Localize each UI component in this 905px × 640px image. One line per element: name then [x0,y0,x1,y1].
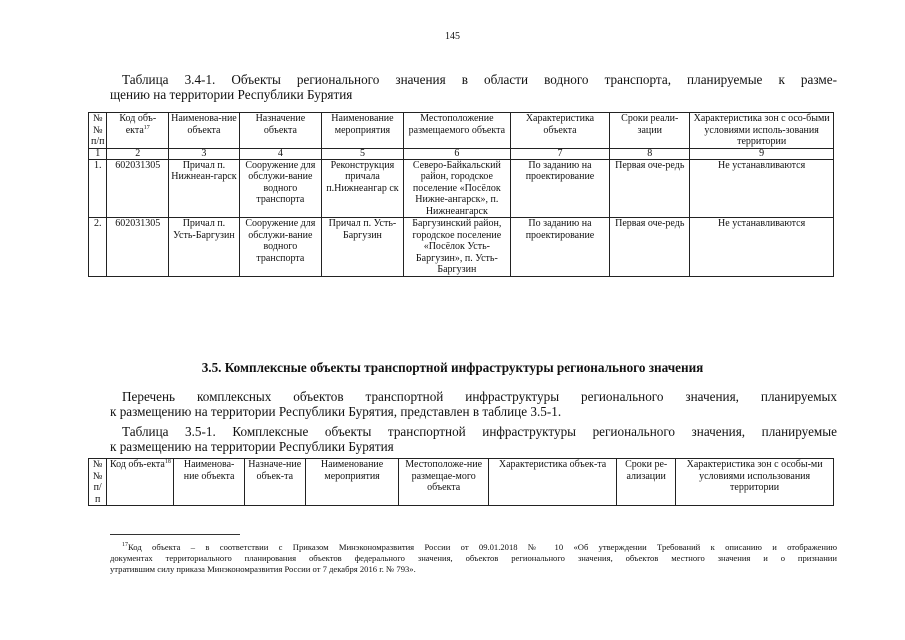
table-3-4-1-caption [110,72,837,102]
paragraph-line: Перечень комплексных объектов транспортной инфраструктуры регионального значения, планируемых [122,389,837,404]
special-zones: Не устанавливаются [690,159,834,218]
header-cell: Назначение объекта [239,113,321,149]
footnote-text: Код объекта – в соответствии с Приказом Минэкономразвития России от 09.01.2018 № 10 «Об утверждении Требований к описанию и отображению [128,542,837,552]
caption-line: Таблица 3.5-1. Комплексные объекты транспортной инфраструктуры регионального значения, планируемые [122,424,837,439]
footnote-marker: 17 [122,542,128,548]
header-row [89,113,834,149]
header-cell [107,459,174,506]
footnote-ref: 18 [164,459,171,465]
header-cell: Наименование мероприятия [305,459,399,506]
special-zones: Не устанавливаются [690,218,834,277]
caption-line: к размещению на территории Республики Бурятия [110,439,394,454]
footnote-line: утратившим силу приказа Минэкономразвития России от 7 декабря 2016 г. № 793». [110,564,416,574]
table-3-5-1-caption [110,424,837,454]
column-number: 6 [403,148,510,159]
header-cell: Наименова-ние объекта [174,459,244,506]
footnote [110,542,837,575]
column-number: 8 [610,148,690,159]
body-paragraph [110,389,837,419]
object-location: Северо-Байкальский район, городское поселение «Посёлок Нижне-ангарск», п. Нижнеангарск [403,159,510,218]
implementation-term: Первая оче-редь [610,159,690,218]
table-row [89,159,834,218]
caption-line: щению на территории Республики Бурятия [110,87,353,102]
header-cell: Наименова-ние объекта [169,113,240,149]
footnote-line [110,542,837,553]
header-cell: № № п/п [89,113,107,149]
section-heading: 3.5. Комплексные объекты транспортной инфраструктуры регионального значения [201,360,704,375]
column-number: 4 [239,148,321,159]
object-location: Баргузинский район, городское поселение «Посёлок Усть-Баргузин», п. Усть-Баргузин [403,218,510,277]
header-cell: Сроки реали-зации [610,113,690,149]
header-cell [107,113,169,149]
column-number: 2 [107,148,169,159]
column-number-row [89,148,834,159]
header-code-label: Код объ-екта [119,113,157,136]
row-number: 2. [89,218,107,277]
header-cell: Характеристика объекта [510,113,610,149]
column-number: 1 [89,148,107,159]
page-number: 145 [445,31,460,42]
header-cell: Характеристика зон с осо-быми условиями исполь-зования территории [690,113,834,149]
footnote-divider [110,534,240,535]
header-cell: № № п/п [89,459,107,506]
header-cell: Наименование мероприятия [321,113,403,149]
object-characteristic: По заданию на проектирование [510,159,610,218]
object-name: Причал п. Нижнеан-гарск [169,159,240,218]
object-purpose: Сооружение для обслужи-вание водного транспорта [239,159,321,218]
object-code: 602031305 [107,218,169,277]
column-number: 3 [169,148,240,159]
column-number: 7 [510,148,610,159]
header-row [89,459,834,506]
header-cell: Характеристика зон с особы-ми условиями использования территории [676,459,834,506]
object-code: 602031305 [107,159,169,218]
table-3-4-1 [88,112,834,277]
column-number: 9 [690,148,834,159]
header-cell: Характеристика объек-та [488,459,616,506]
measure-name: Причал п. Усть-Баргузин [321,218,403,277]
header-code-label: Код объ-екта [109,459,165,470]
object-name: Причал п. Усть-Баргузин [169,218,240,277]
footnote-line: документах территориального планирования объектов федерального значения, объектов регионального значения, объектов местного значения и о признании [110,553,837,563]
header-cell: Сроки ре-ализации [617,459,676,506]
header-cell: Местоположе-ние размещае-мого объекта [399,459,489,506]
caption-line: Таблица 3.4-1. Объекты регионального значения в области водного транспорта, планируемые к разме- [122,72,837,87]
object-characteristic: По заданию на проектирование [510,218,610,277]
header-cell: Местоположение размещаемого объекта [403,113,510,149]
footnote-ref: 17 [143,124,150,131]
object-purpose: Сооружение для обслужи-вание водного транспорта [239,218,321,277]
implementation-term: Первая оче-редь [610,218,690,277]
table-row [89,218,834,277]
table-3-5-1 [88,458,834,506]
paragraph-line: к размещению на территории Республики Бурятия, представлен в таблице 3.5-1. [110,404,562,419]
row-number: 1. [89,159,107,218]
header-cell: Назначе-ние объек-та [244,459,305,506]
column-number: 5 [321,148,403,159]
measure-name: Реконструкция причала п.Нижнеангар ск [321,159,403,218]
